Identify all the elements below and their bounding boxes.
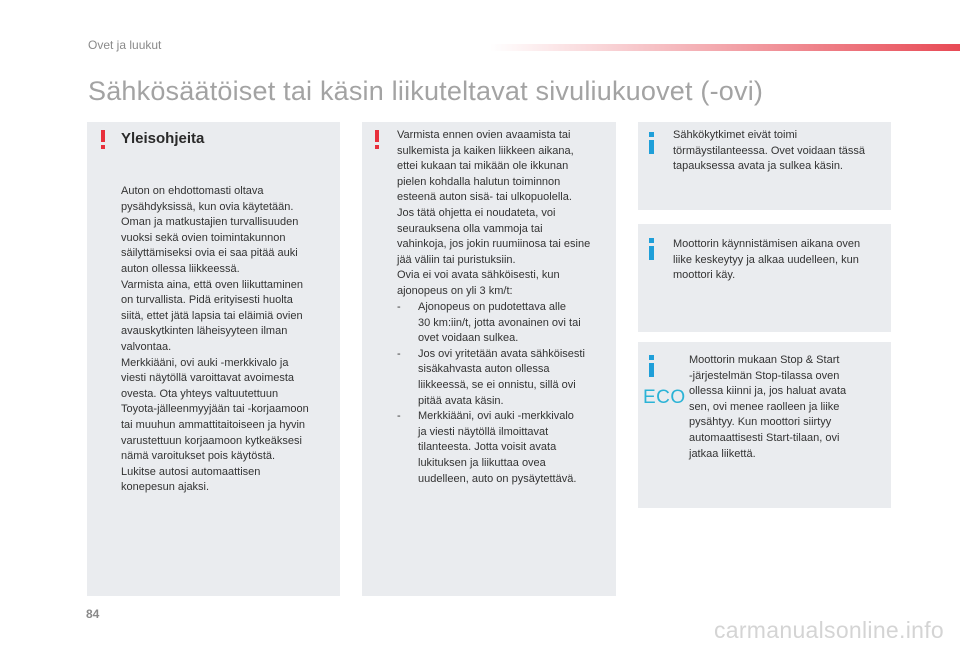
header-accent-bar [490,44,960,51]
info-icon [649,238,655,260]
list-item: - Jos ovi yritetään avata sähköisesti sisäkahvasta auton ollessa liikkeessä, se ei onnistu, sillä ovi pitää avata käsin. [397,347,585,407]
warning-icon [100,130,106,149]
info-icon [649,132,655,154]
stop-start-info-text: Moottorin mukaan Stop & Start -järjestelmän Stop-tilassa oven ollessa kiinni ja, jos haluat avata sen, ovi menee raolleen ja liike pysähtyy. Kun moottori siirtyy automaattisesti Start-tilaan, ovi jatkaa liikettä. [689,354,847,460]
safety-warning-text: Varmista ennen ovien avaamista tai sulkemista ja kaiken liikkeen aikana, ettei kukaan tai mikään ole ikkunan pielen kohdalla halutun toiminnon esteenä auton sisä- tai ulkopuolella. Jos tätä ohjetta ei noudateta, voi seurauksena olla vammoja tai vahinkoja, jos jokin ruumiinosa tai esine jää väliin tai puristuksiin. Ovia ei voi avata sähköisesti, kun ajonopeus on yli 3 km/t: [397,129,591,297]
info-icon [649,355,655,377]
eco-icon: ECO [643,387,686,408]
general-instructions-text: Auton on ehdottomasti oltava pysähdyksissä, kun ovia käytetään. Oman ja matkustajien turvallisuuden vuoksi sekä ovien toimintakunnon säilyttämiseksi ovia ei saa pitää auki auton ollessa liikkeessä. Varmista aina, että oven liikuttaminen on turvallista. Pidä erityisesti huolta siitä, ettet jätä lapsia tai eläimiä ovien avauskytkinten läheisyyteen ilman valvontaa. Merkkiääni, ovi auki -merkkivalo ja viesti näytöllä varoittavat avoimesta ovesta. Ota yhteys valtuutettuun Toyota-jälleenmyyjään tai -korjaamoon tai muuhun ammattitaitoiseen ja hyvin varustettuun korjaamoon kytkeäksesi nämä varoitukset pois käytöstä. Lukitse autosi automaattisen konepesun ajaksi. [121,185,309,494]
engine-start-info-text: Moottorin käynnistämisen aikana oven liike keskeytyy ja alkaa uudelleen, kun moottori käy. [673,238,861,282]
section-label: Ovet ja luukut [88,38,162,52]
list-item: - Merkkiääni, ovi auki -merkkivalo ja viesti näytöllä ilmoittavat tilanteesta. Jotta voisit avata lukituksen ja liikuttaa ovea uudelleen, auto on pysäytettävä. [397,410,577,485]
panel-heading: Yleisohjeita [121,130,205,147]
switches-info-text: Sähkökytkimet eivät toimi törmäystilanteessa. Ovet voidaan tässä tapauksessa avata ja sulkea käsin. [673,129,865,173]
list-item: - Ajonopeus on pudotettava alle 30 km:iin/t, jotta avonainen ovi tai ovet voidaan sulkea. [397,301,581,345]
page-title: Sähkösäätöiset tai käsin liikuteltavat sivuliukuovet (-ovi) [88,76,764,106]
warning-icon [374,130,380,149]
page-number: 84 [86,607,100,621]
speed-conditions-list [397,300,612,487]
watermark: carmanualsonline.info [713,617,944,643]
